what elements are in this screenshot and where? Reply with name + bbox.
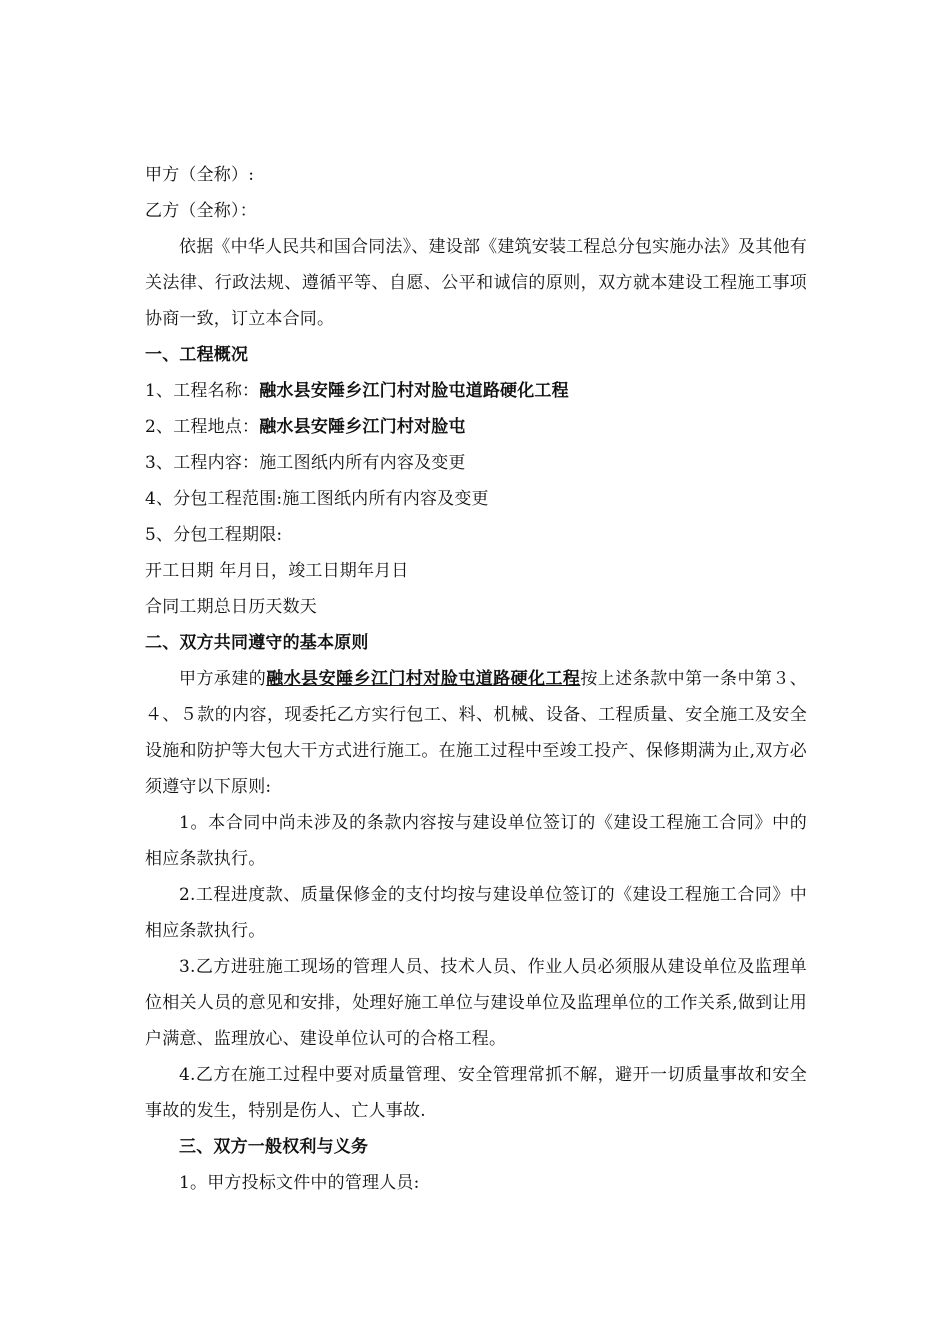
duration-line: 合同工期总日历天数天 — [145, 597, 317, 617]
rule-3-paragraph: 3.乙方进驻施工现场的管理人员、技术人员、作业人员必须服从建设单位及监理单位相关人员的意见和安排，处理好施工单位与建设单位及监理单位的工作关系,做到让用户满意、监理放心、建设单位认可的合格工程。 — [145, 957, 807, 1049]
project-location-line — [145, 409, 807, 445]
principles-paragraph — [145, 661, 807, 805]
rule-4-paragraph: 4.乙方在施工过程中要对质量管理、安全管理常抓不解，避开一切质量事故和安全事故的发生，特别是伤人、亡人事故. — [145, 1065, 807, 1121]
project-name-line — [145, 373, 807, 409]
project-location-label: 2、工程地点： — [145, 417, 260, 437]
party-b-line: 乙方（全称）： — [145, 201, 257, 221]
contract-body — [145, 157, 807, 1201]
project-name-value: 融水县安陲乡江门村对脸屯道路硬化工程 — [259, 381, 569, 401]
section3-item-1: 1。甲方投标文件中的管理人员: — [179, 1173, 420, 1193]
principles-project-name: 融水县安陲乡江门村对脸屯道路硬化工程 — [266, 669, 581, 689]
party-a-line: 甲方（全称）: — [145, 165, 255, 185]
dates-line: 开工日期 年月日，竣工日期年月日 — [145, 561, 409, 581]
project-content-line: 3、工程内容：施工图纸内所有内容及变更 — [145, 453, 466, 473]
project-location-value: 融水县安陲乡江门村对脸屯 — [259, 417, 466, 437]
section2-heading: 二、双方共同遵守的基本原则 — [145, 633, 369, 653]
principles-suffix: 按上述条款中第一条中第３、４、５款的内容，现委托乙方实行包工、料、机械、设备、工程质量、安全施工及安全设施和防护等大包大干方式进行施工。在施工过程中至竣工投产、保修期满为止,双方必须遵守以下原则: — [145, 669, 808, 797]
principles-prefix: 甲方承建的 — [179, 669, 267, 689]
section3-heading: 三、双方一般权利与义务 — [179, 1137, 369, 1157]
intro-paragraph: 依据《中华人民共和国合同法》、建设部《建筑安装工程总分包实施办法》及其他有关法律、行政法规、遵循平等、自愿、公平和诚信的原则，双方就本建设工程施工事项协商一致，订立本合同。 — [145, 237, 807, 329]
subcontract-scope-line: 4、分包工程范围:施工图纸内所有内容及变更 — [145, 489, 489, 509]
subcontract-period-line: 5、分包工程期限: — [145, 525, 283, 545]
rule-2-paragraph: 2.工程进度款、质量保修金的支付均按与建设单位签订的《建设工程施工合同》中相应条款执行。 — [145, 885, 807, 941]
rule-1-paragraph: 1。本合同中尚未涉及的条款内容按与建设单位签订的《建设工程施工合同》中的相应条款执行。 — [145, 813, 807, 869]
section1-heading: 一、工程概况 — [145, 345, 249, 365]
project-name-label: 1、工程名称： — [145, 381, 260, 401]
